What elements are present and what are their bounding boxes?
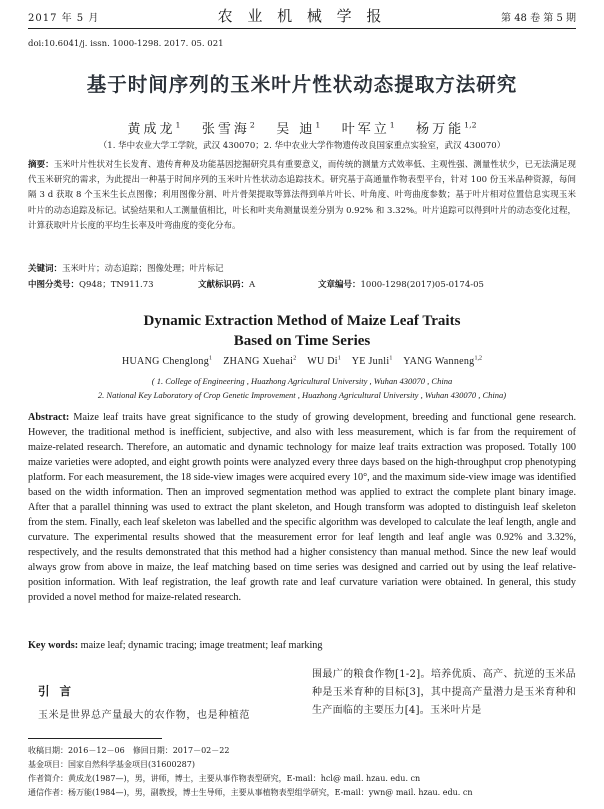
en-keywords-label: Key words: (28, 640, 79, 651)
cn-author: 杨万能$^{1,2}$ (416, 120, 477, 137)
en-affiliation-2: 2. National Key Laboratory of Crop Genetic Improvement , Huazhong Agricultural University , Wuhan 430070 , China) (97, 390, 507, 400)
article-number: 文章编号：1000-1298(2017)05-0174-05 (318, 280, 484, 290)
footnote-funding: 基金项目：国家自然科学基金项目(31600287) (28, 760, 195, 769)
en-abstract-label: Abstract: (28, 412, 70, 423)
en-author: YE Junli$^1$ (351, 356, 393, 368)
footnote-rule (28, 738, 162, 739)
en-affiliation-1: ( 1. College of Engineering , Huazhong Agricultural University , Wuhan 430070 , China (151, 376, 453, 386)
cn-affiliation: （1. 华中农业大学工学院，武汉 430070；2. 华中农业大学作物遗传改良国家重点实验室，武汉 430070） (98, 141, 506, 151)
en-title (0, 311, 604, 351)
cn-author: 吴 迪$^1$ (276, 120, 321, 137)
doi: doi:10.6041/j. issn. 1000-1298. 2017. 05. 021 (28, 39, 224, 49)
intro-paragraph-right-column: 围最广的粮食作物[1-2]。培养优质、高产、抗逆的玉米品种是玉米育种的目标[3]，其中提高产量潜力是玉米育种和生产面临的主要压力[4]。玉米叶片是 (312, 669, 576, 716)
cn-author: 张雪海$^2$ (201, 120, 255, 137)
en-abstract (28, 410, 576, 605)
intro-heading: 引 言 (38, 684, 75, 698)
document-code: 文献标识码：A (198, 280, 256, 290)
en-authors (0, 356, 604, 367)
footnote-received: 收稿日期：2016－12－06 修回日期：2017－02－22 (28, 746, 230, 755)
en-author: YANG Wanneng$^{1,2}$ (403, 356, 482, 368)
cn-keywords-label: 关键词： (28, 264, 63, 274)
footnotes (28, 744, 584, 800)
en-keywords (28, 640, 576, 651)
cn-title: 基于时间序列的玉米叶片性状动态提取方法研究 (86, 73, 518, 96)
cn-author: 黄成龙$^1$ (127, 120, 181, 137)
en-keywords-text: maize leaf; dynamic tracing; image treatment; leaf marking (80, 640, 323, 651)
cn-abstract-label: 摘要： (28, 160, 54, 170)
en-title-line: Based on Time Series (233, 333, 371, 349)
en-author: WU Di$^1$ (307, 356, 341, 368)
volume-issue: 第 48 卷 第 5 期 (501, 13, 576, 24)
issue-date: 2017 年 5 月 (28, 13, 100, 24)
footnote-corresponding: 通信作者：杨万能(1984—)，男，副教授，博士生导师，主要从事植物表型组学研究，E-mail：ywn@ mail. hzau. edu. cn (28, 788, 473, 797)
cn-keywords-text: 玉米叶片；动态追踪；图像处理；叶片标记 (62, 264, 224, 274)
en-author: HUANG Chenglong$^1$ (122, 356, 212, 368)
intro-paragraph-start: 玉米是世界总产量最大的农作物，也是种植范 (38, 710, 250, 721)
footnote-author-bio: 作者简介：黄成龙(1987—)，男，讲师，博士，主要从事作物表型研究，E-mail：hcl@ mail. hzau. edu. cn (28, 774, 421, 783)
cn-abstract (28, 158, 576, 234)
en-title-line: Dynamic Extraction Method of Maize Leaf Traits (143, 313, 461, 329)
en-abstract-text: Maize leaf traits have great significance to the study of growing development, breeding and functional gene research. However, the traditional method is inefficient, subjective, and also with less measurement, which is far from the requirement of maize-related research. Therefore, an automatic and dynamic technology for maize leaf traits extraction was proposed. Totally 100 maize varieties were adopted, and eight growth points were analyzed every three days based on the high-throughput crop phenotyping platform. For each measurement, the 18 side-view images were acquired every 10°, and the maximum side-view image was identified based on the width information. Then an improved segmentation method was applied to extract the complete plant binary image. After that a parallel thinning was used to extract the plant skeleton, and Hough transform was adopted to distinguish leaf skeleton from the stem. Finally, each leaf skeleton was labelled and the specific algorithm was developed to calculate the leaf length, angle and curvature. The experimental results showed that the measurement error for leaf length and leaf angle was 0.92% and 3.32%, respectively, and the results demonstrated that this method had a higher consistency than manual method. Since the new leaf would always grow from above in maize, the leaf matching based on time series was designed and carried out by using the leaf relative-position information. With leaf registration, the leaf growth rate and leaf curvature variation were obtained. In general, this study provided a novel method for maize-related research. (28, 412, 577, 603)
clc-number: 中图分类号：Q948；TN911.73 (28, 280, 154, 290)
running-header (28, 4, 576, 29)
cn-abstract-text: 玉米叶片性状对生长发育、遗传育种及功能基因挖掘研究具有重要意义，而传统的测量方式效率低、主观性强、测量性状少，已无法满足现代玉米研究的需求，为此提出一种基于时间序列的玉米叶片性状动态追踪技术。研究基于高通量作物表型平台，针对 100 份玉米品种资源，每间隔 3 d 获取 8 个玉米生长点图像；利用图像分割、叶片骨架提取等算法得到单片叶长、叶角度、叶弯曲度参数；基于叶片相对位置信息实现玉米叶片的动态追踪及标记。试验结果和人工测量值相比，叶长和叶夹角测量误差分别为 0.92% 和 3.32%。叶片追踪可以得到叶片的动态变化过程，计算获取叶片长度的平均生长率及叶弯曲度的变化分布。 (28, 160, 576, 231)
en-author: ZHANG Xuehai$^2$ (223, 356, 297, 368)
cn-keywords (28, 262, 576, 274)
cn-authors (0, 118, 604, 137)
cn-author: 叶军立$^1$ (341, 120, 395, 137)
journal-name: 农 业 机 械 学 报 (217, 7, 387, 25)
